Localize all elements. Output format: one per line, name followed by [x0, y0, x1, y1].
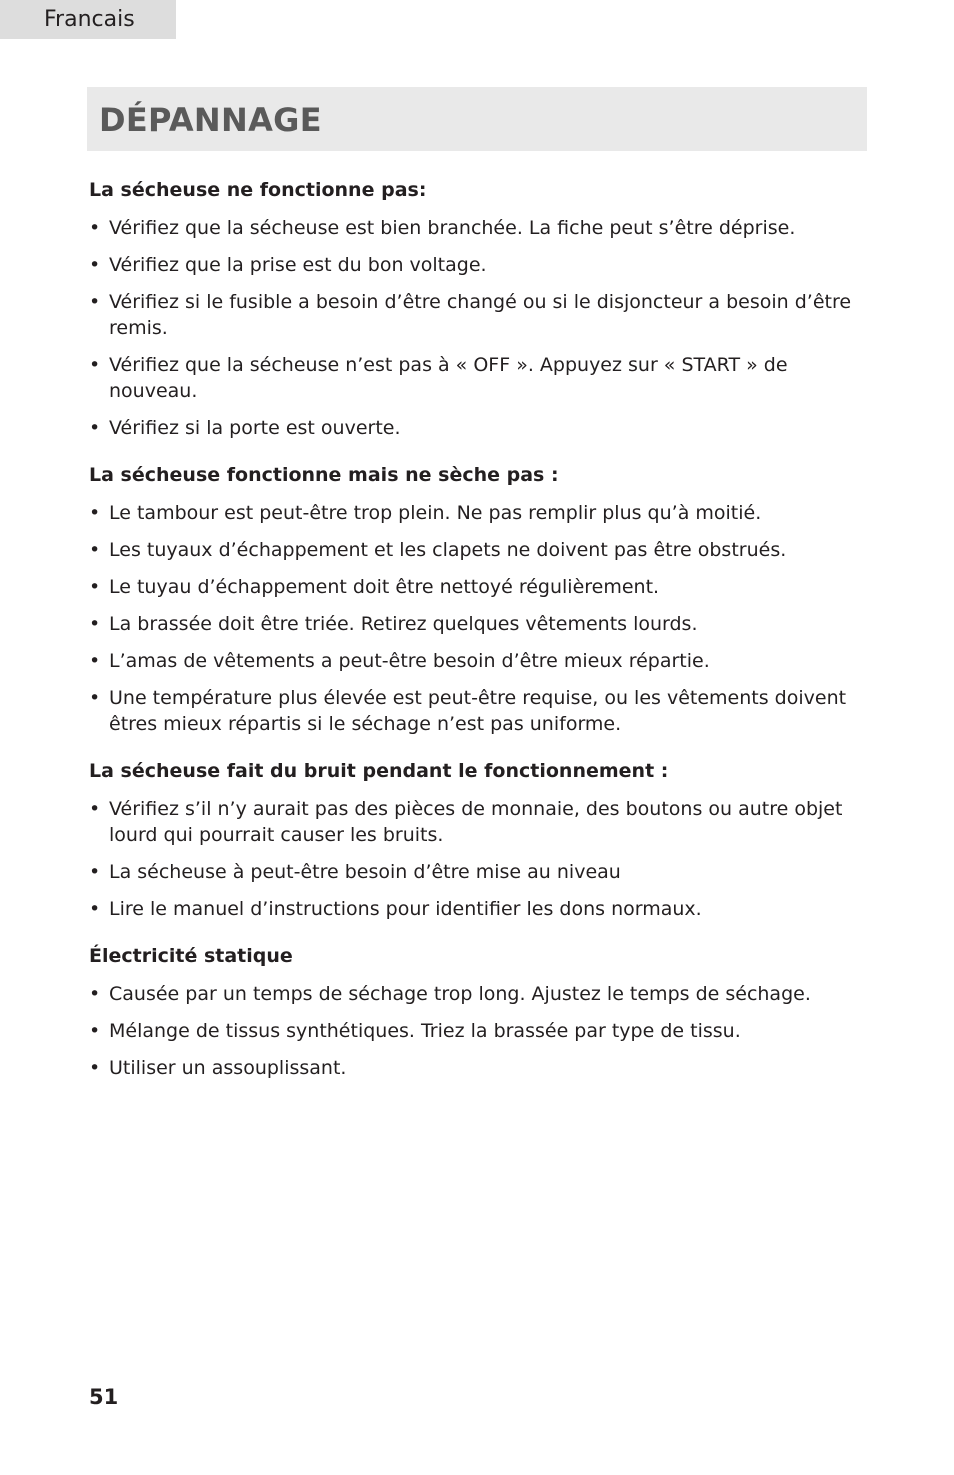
list-item-text: Les tuyaux d’échappement et les clapets ne doivent pas être obstrués. — [109, 539, 787, 561]
list-item-text: Utiliser un assouplissant. — [109, 1057, 347, 1079]
bullet-icon: • — [89, 254, 101, 276]
list-item — [89, 415, 861, 441]
bullet-list — [89, 500, 861, 737]
list-item-text: Le tambour est peut-être trop plein. Ne pas remplir plus qu’à moitié. — [109, 502, 762, 524]
list-item — [89, 289, 861, 341]
bullet-icon: • — [89, 354, 101, 376]
section-title: Électricité statique — [89, 945, 293, 967]
list-item — [89, 648, 861, 674]
list-item-text: Vérifiez si le fusible a besoin d’être changé ou si le disjoncteur a besoin d’être remis. — [109, 291, 852, 339]
page-number: 51 — [89, 1385, 119, 1409]
list-item-text: Mélange de tissus synthétiques. Triez la brassée par type de tissu. — [109, 1020, 741, 1042]
bullet-icon: • — [89, 798, 101, 820]
bullet-icon: • — [89, 613, 101, 635]
list-item — [89, 796, 861, 848]
list-item-text: Lire le manuel d’instructions pour identifier les dons normaux. — [109, 898, 702, 920]
bullet-icon: • — [89, 861, 101, 883]
bullet-icon: • — [89, 502, 101, 524]
bullet-icon: • — [89, 291, 101, 313]
troubleshooting-content — [89, 177, 861, 1102]
bullet-icon: • — [89, 983, 101, 1005]
bullet-icon: • — [89, 650, 101, 672]
list-item — [89, 1055, 861, 1081]
bullet-icon: • — [89, 687, 101, 709]
list-item — [89, 859, 861, 885]
list-item — [89, 352, 861, 404]
list-item-text: Causée par un temps de séchage trop long. Ajustez le temps de séchage. — [109, 983, 811, 1005]
bullet-icon: • — [89, 539, 101, 561]
list-item-text: Vérifiez que la prise est du bon voltage. — [109, 254, 487, 276]
section-not-drying — [89, 462, 861, 737]
page-title: DÉPANNAGE — [99, 101, 322, 139]
bullet-list — [89, 981, 861, 1081]
list-item — [89, 215, 861, 241]
list-item-text: Vérifiez s’il n’y aurait pas des pièces de monnaie, des boutons ou autre objet lourd qui pourrait causer les bruits. — [109, 798, 843, 846]
list-item — [89, 896, 861, 922]
section-noise — [89, 758, 861, 922]
title-banner — [87, 87, 867, 151]
list-item-text: L’amas de vêtements a peut-être besoin d’être mieux répartie. — [109, 650, 710, 672]
list-item — [89, 685, 861, 737]
section-title: La sécheuse fait du bruit pendant le fonctionnement : — [89, 760, 669, 782]
bullet-icon: • — [89, 898, 101, 920]
bullet-icon: • — [89, 576, 101, 598]
list-item-text: La sécheuse à peut-être besoin d’être mise au niveau — [109, 861, 621, 883]
list-item-text: Une température plus élevée est peut-être requise, ou les vêtements doivent êtres mieux répartis si le séchage n’est pas uniforme. — [109, 687, 847, 735]
bullet-icon: • — [89, 1057, 101, 1079]
section-title: La sécheuse ne fonctionne pas: — [89, 179, 427, 201]
list-item — [89, 500, 861, 526]
bullet-list — [89, 796, 861, 922]
bullet-icon: • — [89, 1020, 101, 1042]
list-item-text: La brassée doit être triée. Retirez quelques vêtements lourds. — [109, 613, 698, 635]
list-item-text: Le tuyau d’échappement doit être nettoyé régulièrement. — [109, 576, 660, 598]
bullet-list — [89, 215, 861, 441]
list-item — [89, 574, 861, 600]
bullet-icon: • — [89, 417, 101, 439]
list-item — [89, 981, 861, 1007]
language-tab: Francais — [0, 0, 176, 39]
list-item — [89, 611, 861, 637]
list-item-text: Vérifiez si la porte est ouverte. — [109, 417, 401, 439]
list-item-text: Vérifiez que la sécheuse n’est pas à « OFF ». Appuyez sur « START » de nouveau. — [109, 354, 788, 402]
list-item — [89, 1018, 861, 1044]
section-not-working — [89, 177, 861, 441]
section-title: La sécheuse fonctionne mais ne sèche pas : — [89, 464, 559, 486]
bullet-icon: • — [89, 217, 101, 239]
list-item — [89, 537, 861, 563]
list-item-text: Vérifiez que la sécheuse est bien branchée. La fiche peut s’être déprise. — [109, 217, 796, 239]
section-static-electricity — [89, 943, 861, 1081]
list-item — [89, 252, 861, 278]
